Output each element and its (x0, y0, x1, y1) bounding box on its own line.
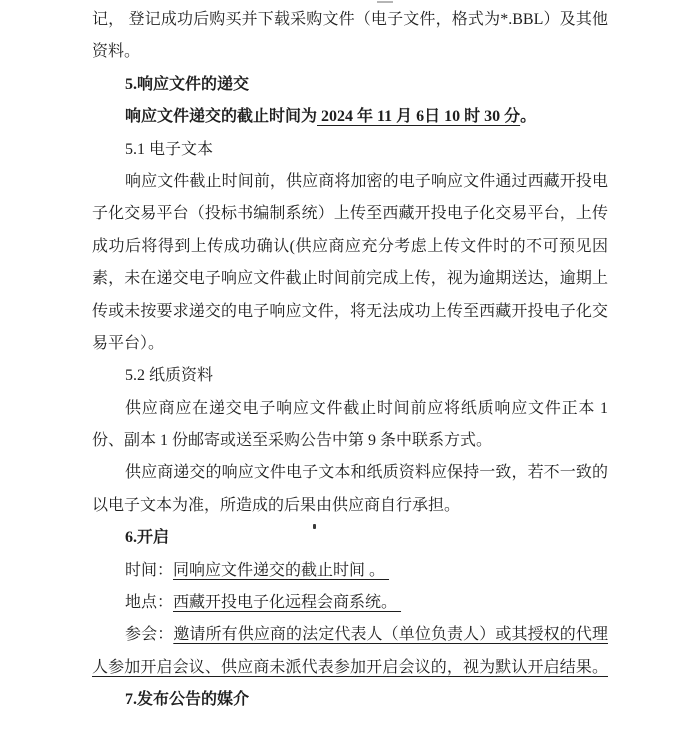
opening-time-line (92, 555, 608, 587)
para-purchase-line-1-text: 记， 登记成功后购买并下载采购文件（电子文件，格式为*.BBL）及其他 (92, 11, 608, 28)
para-electronic-line-1 (92, 166, 608, 198)
para-paper-line-1 (92, 393, 608, 425)
para-purchase-line-2-text: 资料。 (92, 43, 141, 61)
para-electronic-line-6-text: 易平台）。 (92, 334, 165, 352)
para-electronic-line-4-text: 素，未在递交电子响应文件截止时间前完成上传，视为逾期送达，逾期上 (92, 270, 608, 288)
heading-section-5-2 (92, 360, 608, 392)
opening-place-value: 西藏开投电子化远程会商系统。 (173, 594, 402, 612)
para-purchase-line-2 (92, 36, 608, 68)
heading-section-5-1-text: 5.1 电子文本 (125, 140, 214, 158)
para-electronic-line-5 (92, 296, 608, 328)
heading-section-5-1 (92, 134, 608, 166)
opening-attend-line-1 (92, 619, 608, 651)
para-electronic-line-2 (92, 198, 608, 230)
para-consistency-line-2-text: 以电子文本为准，所造成的后果由供应商自行承担。 (92, 496, 461, 514)
opening-attend-label: 参会： (125, 626, 174, 644)
para-paper-line-2-text: 份、副本 1 份邮寄或送至采购公告中第 9 条中联系方式。 (92, 432, 493, 450)
para-electronic-line-3-text: 成功后将得到上传成功确认(供应商应充分考虑上传文件时的不可预见因 (92, 237, 608, 255)
opening-attend-line-2 (92, 652, 608, 684)
para-consistency-line-2 (92, 490, 608, 522)
scan-artifact-top-smudge (377, 1, 393, 3)
heading-section-5 (92, 69, 608, 101)
para-paper-line-1-text: 供应商应在递交电子响应文件截止时间前应将纸质响应文件正本 1 (125, 399, 608, 417)
para-consistency-line-1-text: 供应商递交的响应文件电子文本和纸质资料应保持一致，若不一致的 (125, 464, 608, 482)
deadline-line (92, 101, 608, 133)
para-consistency-line-1 (92, 457, 608, 489)
opening-place-label: 地点： (125, 594, 174, 612)
para-electronic-line-1-text: 响应文件截止时间前，供应商将加密的电子响应文件通过西藏开投电 (125, 172, 608, 190)
para-electronic-line-2-text: 子化交易平台（投标书编制系统）上传至西藏开投电子化交易平台，上传 (92, 205, 608, 223)
opening-place-line (92, 587, 608, 619)
opening-attend-value-line-2: 人参加开启会议、供应商未派代表参加开启会议的，视为默认开启结果。 (92, 658, 608, 676)
heading-section-7 (92, 684, 608, 716)
heading-section-5-text: 5.响应文件的递交 (125, 75, 250, 93)
para-paper-line-2 (92, 425, 608, 457)
opening-time-value: 同响应文件递交的截止时间 。 (173, 561, 390, 579)
deadline-datetime-value: 2024 年 11 月 6日 10 时 30 分 (317, 108, 521, 126)
opening-attend-value-line-1: 邀请所有供应商的法定代表人（单位负责人）或其授权的代理 (173, 626, 608, 644)
para-electronic-line-3 (92, 231, 608, 263)
para-electronic-line-5-text: 传或未按要求递交的电子响应文件，将无法成功上传至西藏开投电子化交 (92, 302, 608, 320)
heading-section-7-text: 7.发布公告的媒介 (125, 691, 250, 709)
para-electronic-line-4 (92, 263, 608, 295)
deadline-label: 响应文件递交的截止时间为 (125, 108, 318, 126)
document-page (92, 4, 608, 717)
deadline-period: 。 (520, 108, 537, 126)
heading-section-6-text: 6.开启 (125, 529, 170, 547)
para-purchase-line-1 (92, 4, 608, 36)
opening-time-label: 时间： (125, 561, 174, 579)
heading-section-6 (92, 522, 608, 554)
para-electronic-line-6 (92, 328, 608, 360)
heading-section-5-2-text: 5.2 纸质资料 (125, 367, 214, 385)
